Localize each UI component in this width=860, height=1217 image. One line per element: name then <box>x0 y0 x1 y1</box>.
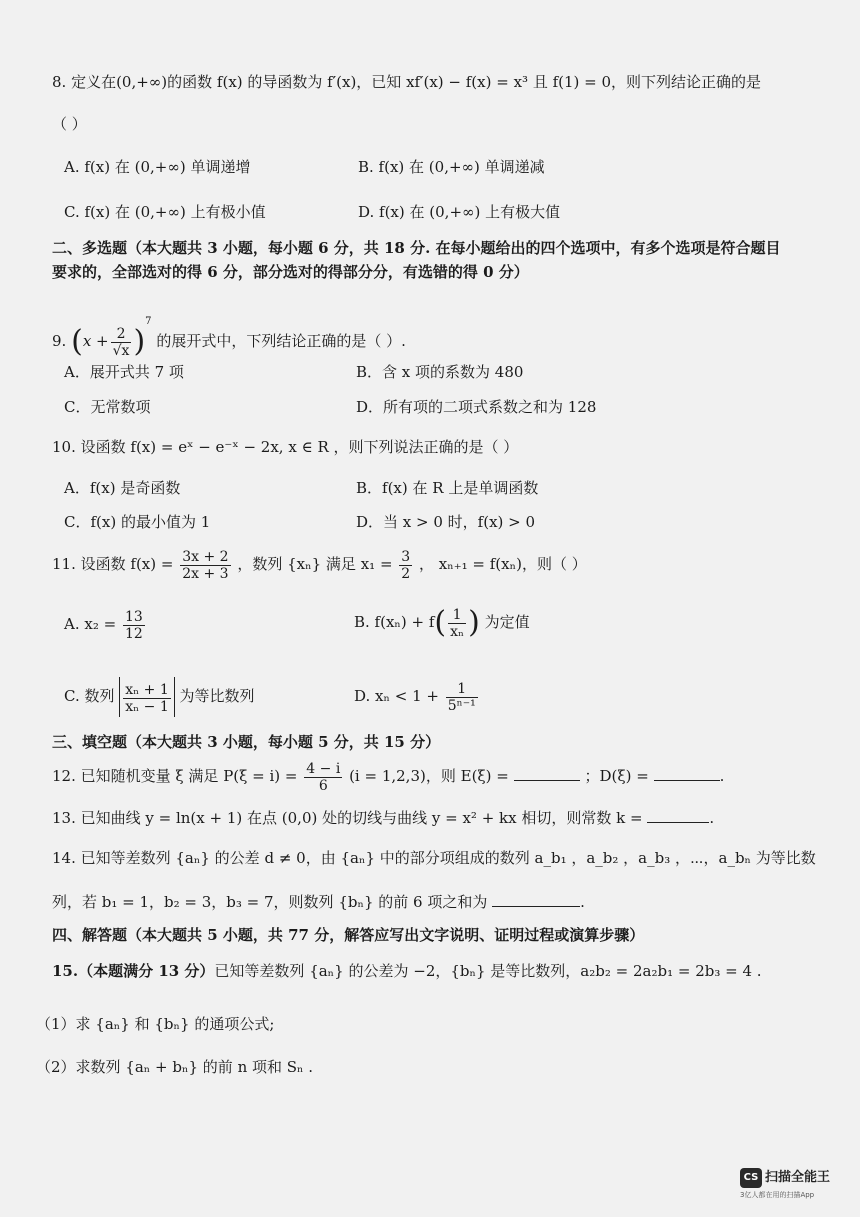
q10-stem: 10. 设函数 f(x) = eˣ − e⁻ˣ − 2x, x ∈ R ，则下列说法正确的是（ ） <box>52 438 519 456</box>
camscanner-watermark <box>740 1166 840 1206</box>
q9-number: 9. <box>52 332 67 350</box>
q9-stem: 9. (x + $\frac{2}{√x}$ )$^7$ 的展开式中，下列结论正确的是（ ）. <box>52 316 406 359</box>
q8-option-c: C. f(x) 在 (0,+∞) 上有极小值 <box>64 203 266 221</box>
q11-option-a: A. x₂ = $\frac{13}{12}$ <box>64 608 143 642</box>
q8-answer-paren: （ ） <box>52 115 87 133</box>
q8-stem: 8. 定义在(0,+∞)的函数 f(x) 的导函数为 f′(x)，已知 xf′(x) − f(x) = x³ 且 f(1) = 0，则下列结论正确的是 <box>52 73 762 91</box>
q10-option-c: C．f(x) 的最小值为 1 <box>64 513 211 531</box>
section3-heading: 三、填空题（本大题共 3 小题，每小题 5 分，共 15 分） <box>52 733 441 751</box>
section4-heading: 四、解答题（本大题共 5 小题，共 77 分，解答应写出文字说明、证明过程或演算步骤） <box>52 926 645 944</box>
q9-expr-left: x + <box>82 332 109 350</box>
camscanner-name: 扫描全能王 <box>765 1170 831 1185</box>
q11-option-d: D. xₙ < 1 + $\frac{1}{\text{5ⁿ⁻¹}}$ <box>354 680 476 714</box>
camscanner-tagline: 3亿人都在用的扫描App <box>740 1191 815 1199</box>
q12-blank-expectation[interactable] <box>514 766 580 781</box>
q10-option-d: D．当 x > 0 时，f(x) > 0 <box>356 513 536 531</box>
q10-option-b: B．f(x) 在 R 上是单调函数 <box>356 479 539 497</box>
q11-f-fraction: $\frac{3x + 2}{2x + 3}$ <box>182 548 229 582</box>
q11-option-c: C. 数列 $\frac{\text{xₙ + 1}}{\text{xₙ − 1}}$ 为等比数列 <box>64 676 255 717</box>
q9-option-b: B．含 x 项的系数为 480 <box>356 363 524 381</box>
q8-option-a: A. f(x) 在 (0,+∞) 单调递增 <box>64 158 251 176</box>
q12-blank-variance[interactable] <box>654 766 720 781</box>
q15-part1: （1）求 {aₙ} 和 {bₙ} 的通项公式; <box>36 1015 275 1033</box>
q11-option-b: B. f(xₙ) + f( $\frac{1}{\text{xₙ}}$ ) 为定值 <box>354 605 530 640</box>
q12-stem: 12. 已知随机变量 ξ 满足 P(ξ = i) = $\frac{4 - i}{6}$ (i = 1,2,3)，则 E(ξ) = ；D(ξ) = . <box>52 760 725 794</box>
q9-fraction: $\frac{2}{√x}$ <box>112 325 130 359</box>
q11-stem: 11. 设函数 f(x) = $\frac{3x + 2}{2x + 3}$ ，数列 {xₙ} 满足 x₁ = $\frac{3}{2}$ ， xₙ₊₁ = f(xₙ)，则（ ） <box>52 548 587 582</box>
q9-tail: 的展开式中，下列结论正确的是（ ）. <box>156 332 406 350</box>
q11-x1-fraction: $\frac{3}{2}$ <box>401 548 411 582</box>
q14-blank[interactable] <box>492 892 580 907</box>
camscanner-logo-icon: CS <box>740 1168 762 1188</box>
q9-power: 7 <box>145 316 152 327</box>
q15-heading: 15.（本题满分 13 分） <box>52 962 215 980</box>
q8-option-b: B. f(x) 在 (0,+∞) 单调递减 <box>358 158 545 176</box>
section2-heading-line1: 二、多选题（本大题共 3 小题，每小题 6 分，共 18 分. 在每小题给出的四个选项中，有多个选项是符合题目 <box>52 239 781 257</box>
q9-option-d: D．所有项的二项式系数之和为 128 <box>356 398 597 416</box>
q15-part2: （2）求数列 {aₙ + bₙ} 的前 n 项和 Sₙ . <box>36 1058 314 1076</box>
q14-stem-line1: 14. 已知等差数列 {aₙ} 的公差 d ≠ 0，由 {aₙ} 中的部分项组成的数列 a_b₁ ，a_b₂ ，a_b₃ ，⋯，a_bₙ 为等比数 <box>52 849 816 867</box>
q13-blank[interactable] <box>647 808 709 823</box>
q13-stem: 13. 已知曲线 y = ln(x + 1) 在点 (0,0) 处的切线与曲线 y = x² + kx 相切，则常数 k = . <box>52 809 715 827</box>
q9-option-a: A．展开式共 7 项 <box>64 363 184 381</box>
q9-option-c: C．无常数项 <box>64 398 151 416</box>
q14-stem-line2: 列，若 b₁ = 1，b₂ = 3，b₃ = 7，则数列 {bₙ} 的前 6 项之和为 . <box>52 893 585 911</box>
q15-stem: 15.（本题满分 13 分）已知等差数列 {aₙ} 的公差为 −2，{bₙ} 是等比数列，a₂b₂ = 2a₂b₁ = 2b₃ = 4 . <box>52 962 762 980</box>
q10-option-a: A．f(x) 是奇函数 <box>64 479 181 497</box>
section2-heading-line2: 要求的，全部选对的得 6 分，部分选对的得部分分，有选错的得 0 分） <box>52 263 529 281</box>
q8-option-d: D. f(x) 在 (0,+∞) 上有极大值 <box>358 203 561 221</box>
